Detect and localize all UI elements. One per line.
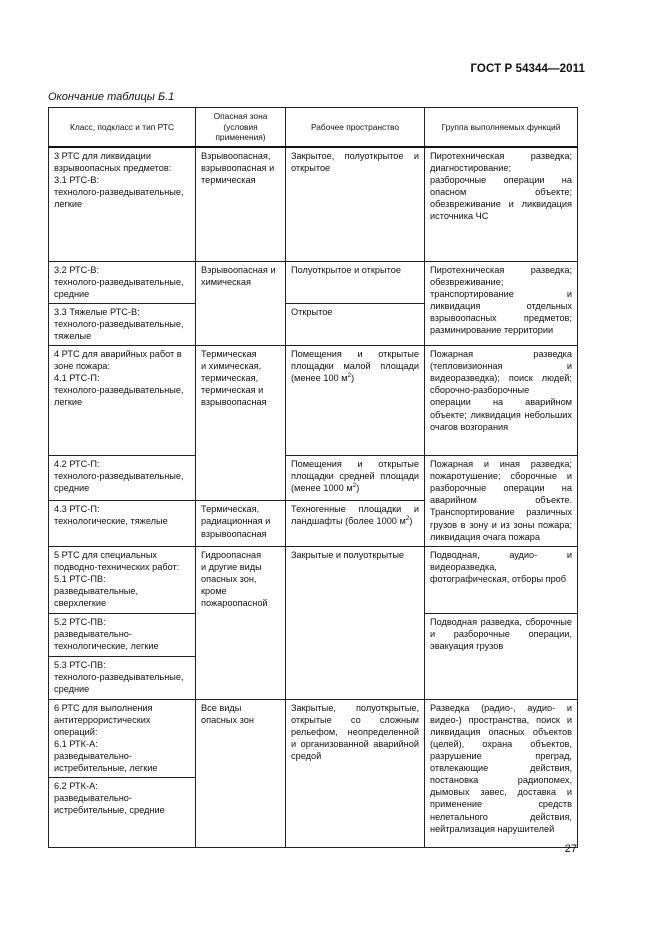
cell-functions: Пиротехническая разведка; диагностирование; разборочные операции на опасном объекте; обезвреживание и ликвидация источника ЧС xyxy=(425,147,578,261)
cell-functions: Пожарная разведка (тепловизионная и видеоразведка); поиск людей; сборочно-разборочные операции на аварийном объекте; ликвидация небольших очагов возгорания xyxy=(425,346,578,456)
cell-zone: Взрывоопасная, взрывоопасная и термическая xyxy=(196,147,286,261)
superscript: 2 xyxy=(347,372,352,380)
col-header-functions: Группа выполняемых функций xyxy=(425,108,578,148)
cell-class: 4 РТС для аварийных работ в зоне пожара: 4.1 РТС-П: технолого-разведывательные, легкие xyxy=(49,346,196,456)
table-row xyxy=(49,346,578,456)
table-row xyxy=(49,147,578,261)
cell-class: 5.3 РТС-ПВ: технолого-разведывательные, средние xyxy=(49,656,196,699)
space-text-end: ) xyxy=(409,516,413,527)
cell-space: Полуоткрытое и открытое xyxy=(286,261,425,303)
cell-space: Закрытые, полуоткрытые, открытые со сложным рельефом, неопределенной и организованной аварийной средой xyxy=(286,699,425,848)
cell-functions: Подводная разведка, сборочные и разборочные операции, эвакуация грузов xyxy=(425,613,578,699)
superscript: 2 xyxy=(352,482,357,490)
table-caption: Окончание таблицы Б.1 xyxy=(48,91,175,103)
table-row xyxy=(49,546,578,613)
cell-space xyxy=(286,346,425,456)
page-number: 27 xyxy=(564,843,577,855)
table-row xyxy=(49,699,578,778)
cell-zone: Термическая и химическая, термическая, термическая и взрывоопасная xyxy=(196,346,286,501)
space-text-end: ) xyxy=(351,373,355,384)
superscript: 2 xyxy=(405,515,410,523)
cell-functions: Разведка (радио-, аудио- и видео-) пространства, поиск и ликвидация опасных объектов (целей), охрана объектов, разрушение преград, отвлекающие действия, постановка радиопомех, дымовых завес, доставка и применение средств нелетального действия, нейтрализация нарушителей xyxy=(425,699,578,848)
cell-space xyxy=(286,456,425,501)
cell-class: 4.3 РТС-П: технологические, тяжелые xyxy=(49,501,196,546)
cell-class: 4.2 РТС-П: технолого-разведывательные, средние xyxy=(49,456,196,501)
cell-class: 5.2 РТС-ПВ: разведывательно-технологические, легкие xyxy=(49,613,196,656)
space-text: Помещения и открытые площадки средней площади (менее 1000 м xyxy=(291,459,419,494)
col-header-zone: Опасная зона (условия применения) xyxy=(196,108,286,148)
standards-table xyxy=(48,107,578,848)
col-header-class: Класс, подкласс и тип РТС xyxy=(49,108,196,148)
space-text: Помещения и открытые площадки малой площади (менее 100 м xyxy=(291,349,419,384)
cell-functions: Пожарная и иная разведка; пожаротушение; сборочные и разборочные операции на аварийном объекте. Транспортирование различных грузов в зону и из зоны пожара; ликвидация очага пожара xyxy=(425,456,578,547)
table-row xyxy=(49,456,578,501)
cell-class: 3.3 Тяжелые РТС-В: технолого-разведывательные, тяжелые xyxy=(49,303,196,345)
cell-class: 5 РТС для специальных подводно-технических работ: 5.1 РТС-ПВ: разведывательные, сверхлегкие xyxy=(49,546,196,613)
cell-zone: Все виды опасных зон xyxy=(196,699,286,848)
cell-zone: Термическая, радиационная и взрывоопасная xyxy=(196,501,286,546)
document-id: ГОСТ Р 54344—2011 xyxy=(470,63,585,75)
table-header-row xyxy=(49,108,578,148)
cell-class: 6.2 РТК-А: разведывательно-истребительные, средние xyxy=(49,778,196,848)
cell-space xyxy=(286,501,425,546)
cell-functions: Пиротехническая разведка; обезвреживание; транспортирование и ликвидация отдельных взрывоопасных предметов; разминирование территории xyxy=(425,261,578,346)
space-text-end: ) xyxy=(356,483,360,494)
cell-space: Закрытые и полуоткрытые xyxy=(286,546,425,699)
cell-space: Закрытое, полуоткрытое и открытое xyxy=(286,147,425,261)
cell-class: 3.2 РТС-В: технолого-разведывательные, средние xyxy=(49,261,196,303)
space-text: Техногенные площадки и ландшафты (более 1000 м xyxy=(291,504,419,527)
cell-space: Открытое xyxy=(286,303,425,345)
cell-zone: Взрывоопасная и химическая xyxy=(196,261,286,346)
col-header-space: Рабочее пространство xyxy=(286,108,425,148)
cell-class: 3 РТС для ликвидации взрывоопасных предметов: 3.1 РТС-В: технолого-разведывательные, легкие xyxy=(49,147,196,261)
cell-class: 6 РТС для выполнения антитеррористических операций: 6.1 РТК-А: разведывательно-истребительные, легкие xyxy=(49,699,196,778)
cell-functions: Подводная, аудио- и видеоразведка, фотографическая, отборы проб xyxy=(425,546,578,613)
table-row xyxy=(49,261,578,303)
cell-zone: Гидроопасная и другие виды опасных зон, кроме пожароопасной xyxy=(196,546,286,699)
